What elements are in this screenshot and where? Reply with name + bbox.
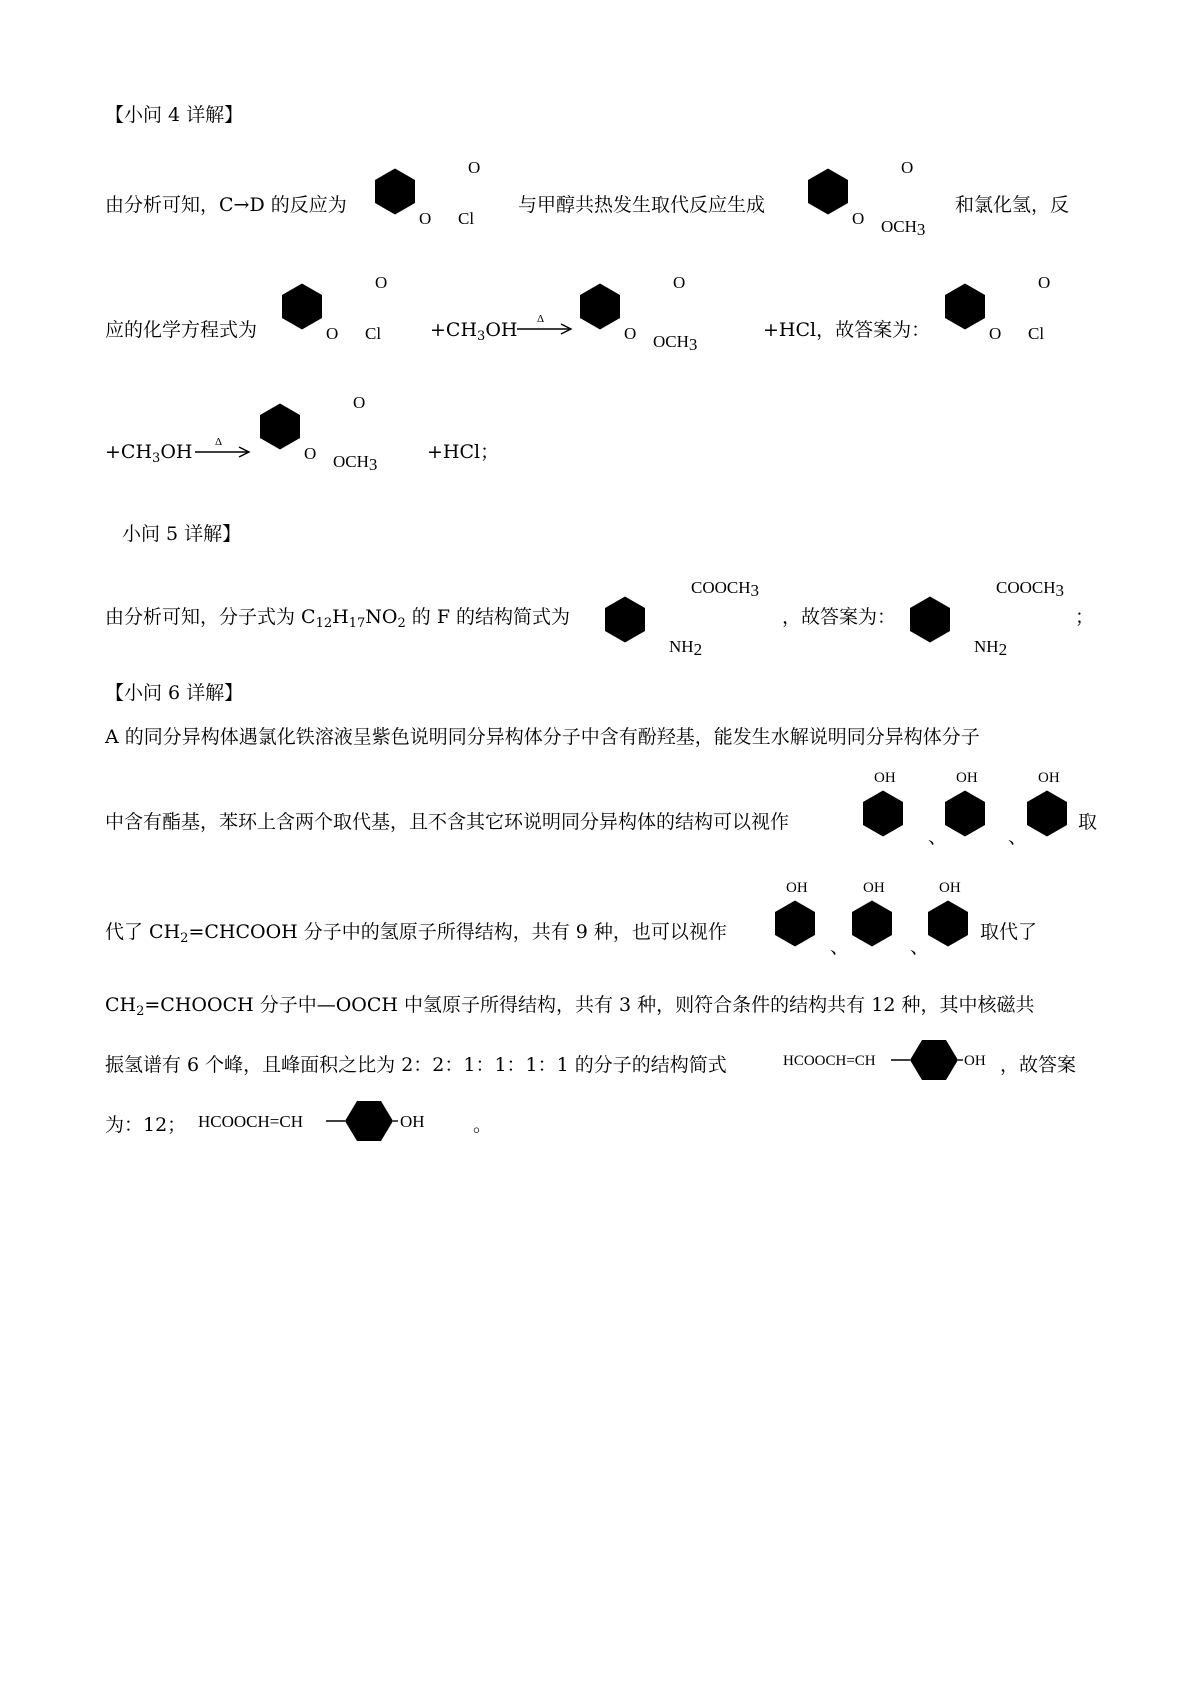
svg-text:O: O [901,158,914,177]
svg-text:O: O [353,393,366,412]
svg-text:O: O [1038,273,1051,292]
svg-text:COOCH3: COOCH3 [996,578,1065,600]
svg-text:O: O [673,273,686,292]
amino-ester-structure [585,578,775,658]
q6-answer-end: 。 [473,1114,493,1136]
q6-paragraph-1: A 的同分异构体遇氯化铁溶液呈紫色说明同分异构体分子中含有酚羟基，能发生水解说明同分异构体分子 [105,726,980,748]
hydroxystyryl-formate-structure-answer [198,1100,438,1148]
svg-text:Cl: Cl [1028,324,1045,343]
hydroxystyryl-formate-structure [783,1040,986,1088]
svg-text:OH: OH [786,880,808,896]
q6-heading: 【小问 6 详解】 [105,682,244,704]
separator-1: 、 [928,826,948,848]
svg-text:O: O [326,324,339,343]
svg-text:OH: OH [400,1112,425,1131]
q4-heading: 【小问 4 详解】 [105,104,244,126]
svg-text:O: O [304,444,317,463]
acyl-chloride-structure-answer [925,255,1075,350]
q6-paragraph-2: 中含有酯基，苯环上含两个取代基，且不含其它环说明同分异构体的结构可以视作 [105,811,790,833]
svg-text:OH: OH [863,880,885,896]
amino-ester-structure-answer [890,578,1080,658]
svg-text:O: O [468,158,481,177]
separator-3: 、 [830,936,850,958]
para-cresol-ring-2 [918,882,988,972]
q6-paragraph-5: 振氢谱有 6 个峰，且峰面积之比为 2：2：1：1：1：1 的分子的结构简式 [105,1054,727,1076]
svg-text:Cl: Cl [365,324,382,343]
svg-text:NH2: NH2 [669,637,703,659]
svg-text:Δ: Δ [537,313,545,325]
q4-line1-text-b: 与甲醇共热发生取代反应生成 [518,194,766,216]
para-cresol-ring [1017,772,1087,862]
svg-text:O: O [624,324,637,343]
svg-text:NH2: NH2 [974,637,1008,659]
q6-answer-label: 为：12； [105,1114,187,1136]
svg-text:O: O [419,209,432,228]
svg-text:O: O [375,273,388,292]
svg-text:HCOOCH=CH: HCOOCH=CH [198,1112,303,1131]
methyl-ester-structure [788,140,938,239]
methyl-ester-structure-answer [240,375,390,474]
svg-text:Cl: Cl [458,209,475,228]
svg-text:OH: OH [964,1053,986,1069]
separator-2: 、 [1008,826,1028,848]
q4-eq-methanol: $+CH_3OH$ [430,319,518,344]
q4-answer-methanol: $+CH_3OH$ [105,441,193,466]
svg-text:OCH3: OCH3 [333,452,378,474]
svg-text:Δ: Δ [215,436,223,448]
q4-line1-text-c: 和氯化氢，反 [955,194,1070,216]
acyl-chloride-structure [355,140,505,235]
q5-text: 由分析可知，分子式为 $C_{12}H_{17}NO_2$ 的 F 的结构简式为 [105,606,571,631]
q5-end: ； [1075,606,1095,628]
q5-heading: 小问 5 详解】 [122,523,242,545]
methyl-ester-structure-eq [560,255,710,354]
svg-text:OH: OH [1038,770,1060,786]
acyl-chloride-structure-eq [262,255,412,350]
q6-paragraph-4: $CH_2=CHOOCH$ 分子中—OOCH 中氢原子所得结构，共有 3 种，则符合条件的结构共有 12 种，其中核磁共 [105,994,1035,1019]
svg-text:OH: OH [956,770,978,786]
meta-cresol-ring-2 [842,882,912,952]
svg-text:O: O [989,324,1002,343]
svg-text:COOCH3: COOCH3 [691,578,760,600]
svg-text:OH: OH [939,880,961,896]
separator-4: 、 [910,936,930,958]
ortho-cresol-ring [858,772,928,842]
q6-paragraph-5-end: ，故答案 [1000,1054,1077,1076]
svg-text:O: O [852,209,865,228]
q4-line1-text-a: 由分析可知，C→D 的反应为 [105,194,347,216]
svg-text:OH: OH [874,770,896,786]
q4-line2-text-a: 应的化学方程式为 [105,319,258,341]
q6-paragraph-2-end: 取 [1078,811,1098,833]
q4-line2-text-c: +HCl，故答案为： [763,319,931,341]
q6-paragraph-3: 代了 $CH_2=CHCOOH$ 分子中的氢原子所得结构，共有 9 种，也可以视作 [105,921,727,946]
meta-cresol-ring [935,772,1005,842]
q4-answer-hcl: +HCl； [427,441,500,463]
svg-text:OCH3: OCH3 [881,217,926,239]
svg-text:OCH3: OCH3 [653,332,698,354]
q5-answer-label: ，故答案为： [782,606,897,628]
svg-text:HCOOCH=CH: HCOOCH=CH [783,1053,876,1069]
q6-paragraph-3-end: 取代了 [980,921,1038,943]
